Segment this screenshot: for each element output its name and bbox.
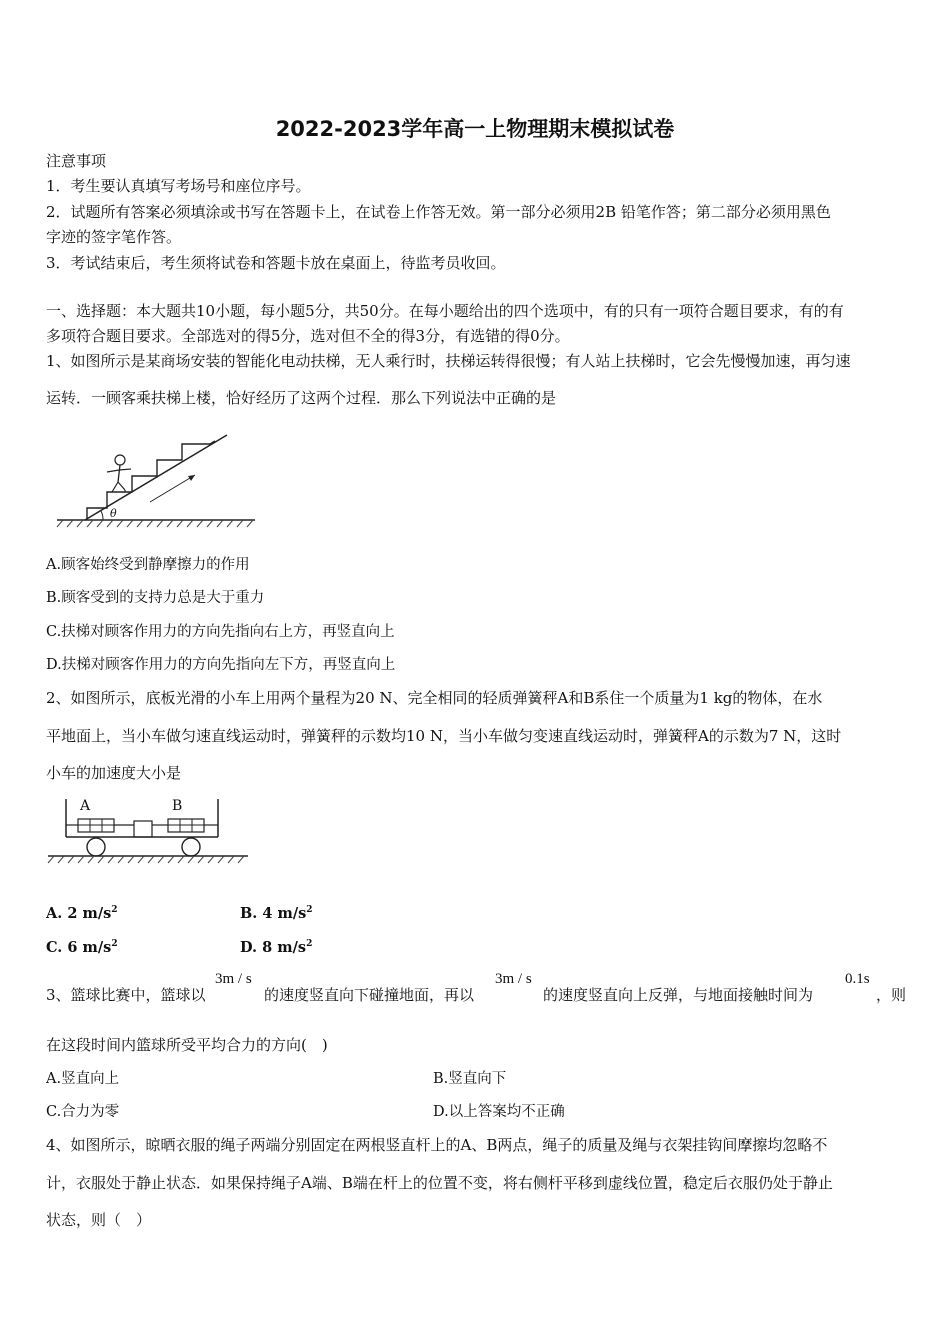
q3-time: 0.1s	[845, 971, 870, 987]
q2-stem-cont: 平地面上，当小车做匀速直线运动时，弹簧秤的示数均10 N，当小车做匀变速直线运动时，弹簧秤A的示数为7 N，这时	[46, 727, 842, 745]
notice-item-2-cont: 字迹的签字笔作答。	[46, 228, 182, 246]
q3-option-c[interactable]: C.合力为零	[46, 1104, 120, 1120]
q1-stem: 1、如图所示是某商场安装的智能化电动扶梯，无人乘行时，扶梯运转得很慢；有人站上扶梯时，它会先慢慢加速，再匀速	[46, 352, 851, 370]
escalator-figure	[55, 430, 260, 540]
q3-option-d[interactable]: D.以上答案均不正确	[433, 1104, 565, 1120]
notice-item-3: 3．考试结束后，考生须将试卷和答题卡放在桌面上，待监考员收回。	[46, 254, 506, 272]
q2-option-b[interactable]: B. 4 $m/s^2$	[240, 905, 313, 922]
q4-stem: 4、如图所示，晾晒衣服的绳子两端分别固定在两根竖直杆上的A、B两点，绳子的质量及绳与衣架挂钩间摩擦均忽略不	[46, 1136, 828, 1154]
q3-option-b[interactable]: B.竖直向下	[433, 1071, 507, 1087]
q1-option-b[interactable]: B.顾客受到的支持力总是大于重力	[46, 590, 265, 606]
notice-item-2: 2．试题所有答案必须填涂或书写在答题卡上，在试卷上作答无效。第一部分必须用2B 铅笔作答；第二部分必须用黑色	[46, 203, 831, 221]
q1-option-a[interactable]: A.顾客始终受到静摩擦力的作用	[46, 557, 250, 573]
section-1-intro: 一、选择题：本大题共10小题，每小题5分，共50分。在每小题给出的四个选项中，有的只有一项符合题目要求，有的有	[46, 302, 844, 320]
q3-speed-2: 3m / s	[495, 971, 532, 987]
cart-label-a: A	[80, 798, 91, 814]
q3-stem-part-1: 3、篮球比赛中，篮球以	[46, 986, 206, 1004]
q2-option-c[interactable]: C. 6 $m/s^2$	[46, 939, 118, 956]
q1-option-d[interactable]: D.扶梯对顾客作用力的方向先指向左下方，再竖直向上	[46, 657, 396, 673]
q2-option-d[interactable]: D. 8 $m/s^2$	[240, 939, 313, 956]
q3-stem-part-4: ，则	[876, 986, 907, 1004]
q3-stem-part-2: 的速度竖直向下碰撞地面，再以	[264, 986, 475, 1004]
q4-stem-cont-2: 状态，则（ ）	[46, 1211, 152, 1229]
notice-item-1: 1．考生要认真填写考场号和座位序号。	[46, 177, 311, 195]
cart-label-b: B	[172, 798, 183, 814]
cart-figure	[46, 795, 251, 870]
escalator-angle-label: θ	[110, 507, 117, 520]
q2-option-a[interactable]: A. 2 $m/s^2$	[46, 905, 118, 922]
q2-stem-cont-2: 小车的加速度大小是	[46, 764, 182, 782]
q1-option-c[interactable]: C.扶梯对顾客作用力的方向先指向右上方，再竖直向上	[46, 624, 395, 640]
q3-speed-1: 3m / s	[215, 971, 252, 987]
q3-option-a[interactable]: A.竖直向上	[46, 1071, 120, 1087]
notice-heading: 注意事项	[46, 152, 107, 170]
section-1-intro-cont: 多项符合题目要求。全部选对的得5分，选对但不全的得3分，有选错的得0分。	[46, 327, 570, 345]
q4-stem-cont: 计，衣服处于静止状态．如果保持绳子A端、B端在杆上的位置不变，将右侧杆平移到虚线位置，稳定后衣服仍处于静止	[46, 1174, 833, 1192]
q3-stem-cont: 在这段时间内篮球所受平均合力的方向( )	[46, 1036, 328, 1054]
page-title: 2022-2023学年高一上物理期末模拟试卷	[275, 117, 675, 141]
q3-stem-part-3: 的速度竖直向上反弹，与地面接触时间为	[543, 986, 814, 1004]
q1-stem-cont: 运转．一顾客乘扶梯上楼，恰好经历了这两个过程．那么下列说法中正确的是	[46, 389, 557, 407]
q2-stem: 2、如图所示，底板光滑的小车上用两个量程为20 N、完全相同的轻质弹簧秤A和B系住一个质量为1 kg的物体，在水	[46, 689, 823, 707]
